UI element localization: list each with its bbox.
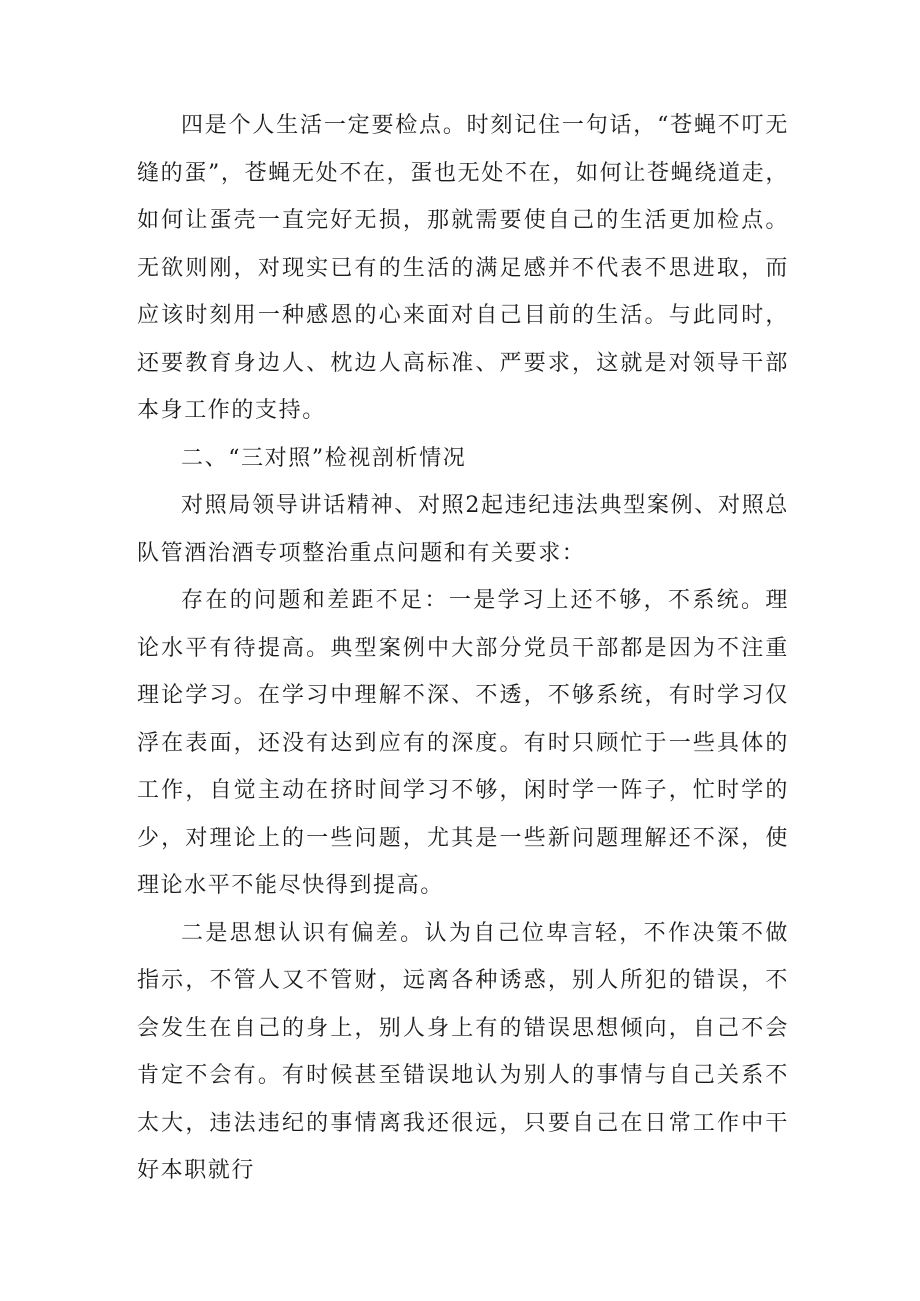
paragraph-study-problems: 存在的问题和差距不足：一是学习上还不够，不系统。理论水平有待提高。典型案例中大部分党员干部都是因为不注重理论学习。在学习中理解不深、不透，不够系统，有时学习仅浮在表面，还没有达到应有的深度。有时只顾忙于一些具体的工作，自觉主动在挤时间学习不够，闲时学一阵子，忙时学的少，对理论上的一些问题，尤其是一些新问题理解还不深，使理论水平不能尽快得到提高。	[137, 588, 789, 898]
paragraph-comparison-intro: 对照局领导讲话精神、对照2起违纪违法典型案例、对照总队管酒治酒专项整治重点问题和有关要求：	[137, 493, 789, 566]
section-heading-three-comparisons: 二、“三对照”检视剖析情况	[181, 445, 467, 471]
paragraph-personal-life: 四是个人生活一定要检点。时刻记住一句话，“苍蝇不叮无缝的蛋”，苍蝇无处不在，蛋也无处不在，如何让苍蝇绕道走，如何让蛋壳一直完好无损，那就需要使自己的生活更加检点。无欲则刚，对现实已有的生活的满足感并不代表不思进取，而应该时刻用一种感恩的心来面对自己目前的生活。与此同时，还要教育身边人、枕边人高标准、严要求，这就是对领导干部本身工作的支持。	[137, 113, 789, 423]
document-body	[137, 102, 789, 1195]
paragraph-thinking-bias: 二是思想认识有偏差。认为自己位卑言轻，不作决策不做指示，不管人又不管财，远离各种诱惑，别人所犯的错误，不会发生在自己的身上，别人身上有的错误思想倾向，自己不会肯定不会有。有时候甚至错误地认为别人的事情与自己关系不太大，违法违纪的事情离我还很远，只要自己在日常工作中干好本职就行	[137, 920, 789, 1183]
